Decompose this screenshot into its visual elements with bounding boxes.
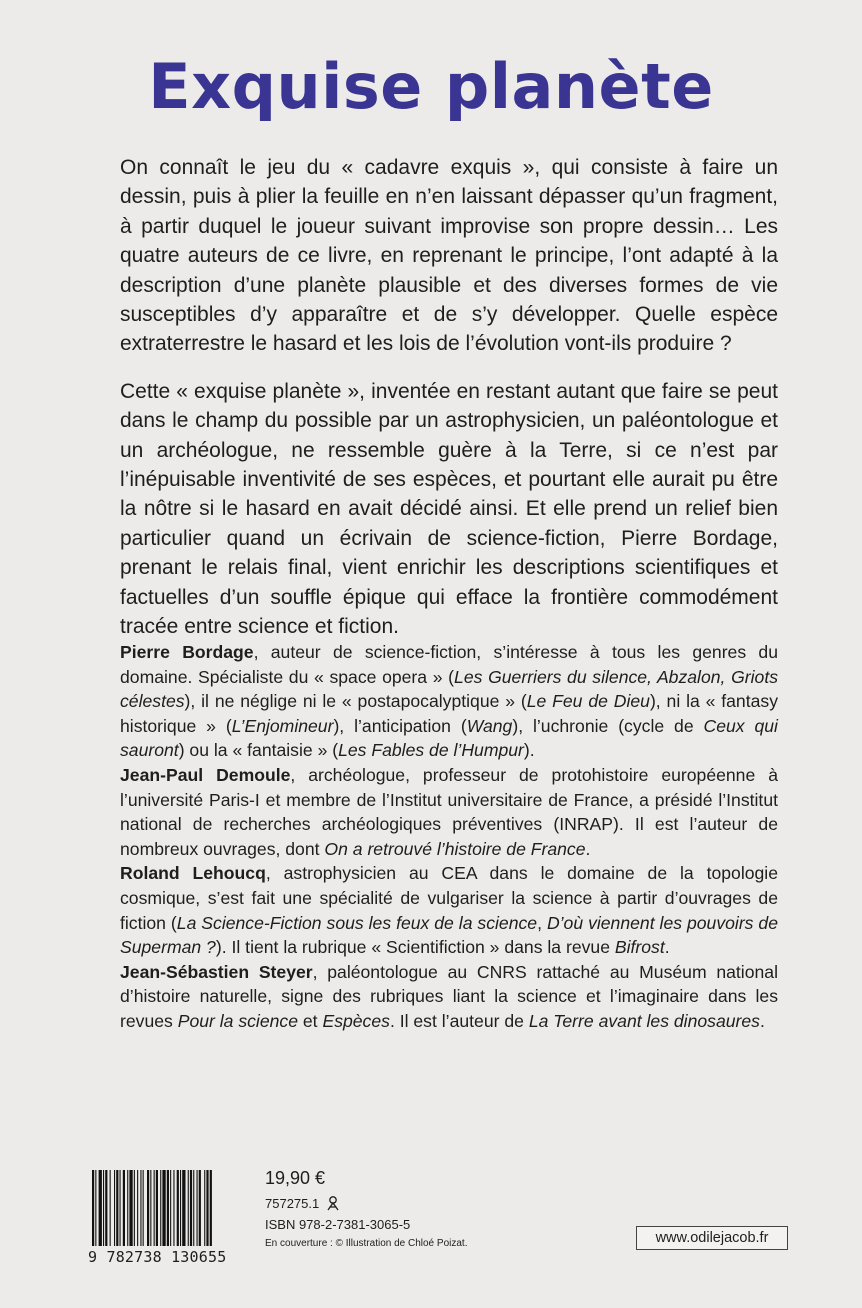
bio-text: , auteur de science-fiction, s’intéresse à tous les genres du domaine. Spécialiste du « space opera » ( xyxy=(120,642,779,687)
isbn: ISBN 978-2-7381-3065-5 xyxy=(265,1217,411,1232)
book-reference: Ceux qui sauront xyxy=(120,715,778,761)
blurb xyxy=(120,153,778,660)
book-reference: Bifrost xyxy=(614,937,665,958)
barcode xyxy=(88,1170,256,1275)
book-title: Exquise planète xyxy=(148,50,714,123)
book-reference: La Terre avant les dinosaures xyxy=(528,1010,760,1031)
book-reference: D’où viennent les pouvoirs de Superman ? xyxy=(120,912,778,958)
blurb-paragraph-2: Cette « exquise planète », inventée en restant autant que faire se peut dans le champ du possible par un astrophysicien, un paléontologue et un archéologue, ne ressemble guère à la Terre, si ce n’est par l’inépuisable inventivité de ses espèces, et pourtant elle aurait pu être la nôtre si le hasard en avait décidé ainsi. Et elle prend un relief bien particulier quand un écrivain de science-fiction, Pierre Bordage, prenant le relais final, vient enrichir les descriptions scientifiques et factuelles d’un souffle épique qui efface la frontière commodément tracée entre science et fiction. xyxy=(120,379,778,639)
bio-text: , paléontologue au CNRS rattaché au Muséum national d’histoire naturelle, signe des rubriques liant la science et l’imaginaire dans les revues xyxy=(120,961,778,1031)
book-reference: Le Feu de Dieu xyxy=(526,691,650,712)
book-reference: Wang xyxy=(466,715,513,736)
blurb-paragraph-1: On connaît le jeu du « cadavre exquis », qui consiste à faire un dessin, puis à plier la feuille en n’en laissant dépasser qu’un fragment, à partir duquel le joueur suivant improvise son propre dessin… Les quatre auteurs de ce livre, en reprenant le principe, l’ont adapté à la description d’une planète plausible et des diverses formes de vie susceptibles d’y apparaître et de s’y développer. Quelle espèce extraterrestre le hasard et les lois de l’évolution vont-ils produire ? xyxy=(120,156,778,356)
product-code: 757275.1 xyxy=(265,1195,320,1211)
bio-text: ), l’anticipation ( xyxy=(333,715,467,736)
book-reference: On a retrouvé l’histoire de France xyxy=(324,838,586,859)
bio-text: , astrophysicien au CEA dans le domaine de la topologie cosmique, s’est fait une spécialité de vulgariser la science à partir d’ouvrages de fiction ( xyxy=(120,863,778,933)
bio-text: ). xyxy=(523,740,535,761)
bio-text: ). Il tient la rubrique « Scientifiction » dans la revue xyxy=(215,937,615,958)
bio-text: . xyxy=(759,1010,765,1031)
bio-text: , archéologue, professeur de protohistoire européenne à l’université Paris-I et membre de l’Institut universitaire de France, a présidé l’Institut national de recherches archéologiques préventives (INRAP). Il est l’auteur de nombreux ouvrages, dont xyxy=(120,764,778,859)
book-reference: L’Enjomineur xyxy=(231,715,334,736)
odile-jacob-logo-icon xyxy=(325,1195,341,1211)
author-name: Jean-Sébastien Steyer xyxy=(120,961,313,982)
bio-demoule xyxy=(120,763,778,861)
book-reference: Pour la science xyxy=(177,1010,298,1031)
bio-text: , xyxy=(537,912,547,933)
author-bios xyxy=(120,640,778,1034)
bio-steyer xyxy=(120,960,778,1034)
author-name: Jean-Paul Demoule xyxy=(120,764,291,785)
barcode-digits: 9 782738 130655 xyxy=(88,1248,227,1266)
bio-bordage xyxy=(120,640,778,763)
product-code-line xyxy=(265,1195,467,1211)
bio-text: ), ni la « fantasy historique » ( xyxy=(120,691,778,736)
bio-text: ), l’uchronie (cycle de xyxy=(512,715,704,736)
book-reference: Espèces xyxy=(322,1010,390,1031)
cover-credit: En couverture : © Illustration de Chloé Poizat. xyxy=(265,1238,468,1249)
author-name: Roland Lehoucq xyxy=(120,863,266,884)
bio-text: . xyxy=(664,937,670,958)
bio-text: ) ou la « fantaisie » ( xyxy=(178,740,339,761)
barcode-bars-icon xyxy=(92,1170,254,1250)
bio-text: . Il est l’auteur de xyxy=(389,1010,529,1031)
bio-text: ), il ne néglige ni le « postapocalyptique » ( xyxy=(184,691,527,712)
book-reference: Les Guerriers du silence, Abzalon, Griots célestes xyxy=(120,666,779,712)
website-link[interactable]: www.odilejacob.fr xyxy=(636,1226,788,1250)
author-name: Pierre Bordage xyxy=(120,642,254,662)
bio-text: et xyxy=(298,1010,323,1031)
book-reference: Les Fables de l’Humpur xyxy=(338,740,524,761)
bio-lehoucq xyxy=(120,861,778,959)
publication-info xyxy=(265,1168,467,1249)
price: 19,90 € xyxy=(265,1168,326,1188)
book-reference: La Science-Fiction sous les feux de la science xyxy=(176,912,538,933)
bio-text: . xyxy=(585,838,591,859)
